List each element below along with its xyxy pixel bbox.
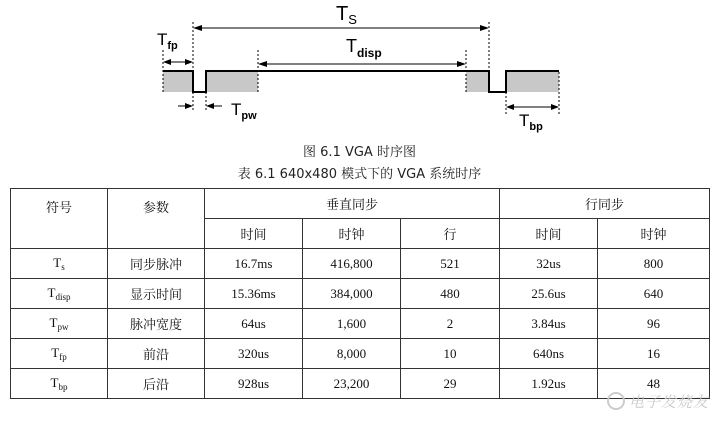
table-row bbox=[11, 249, 710, 279]
header-horizontal-sync: 行同步 bbox=[500, 189, 710, 219]
v-time-cell: 320us bbox=[205, 339, 303, 369]
symbol-cell: $T_{disp}$ bbox=[11, 279, 108, 309]
table-row bbox=[11, 279, 710, 309]
symbol-cell: $T_{bp}$ bbox=[11, 369, 108, 399]
tpw-label: $T_{pw}$ bbox=[231, 100, 257, 122]
tbp-label: $T_{bp}$ bbox=[519, 111, 543, 133]
v-time-cell: 64us bbox=[205, 309, 303, 339]
tbp-arrowhead-right bbox=[551, 104, 559, 110]
ts-arrowhead-right bbox=[480, 25, 489, 31]
figure-caption: 图 6.1 VGA 时序图 bbox=[303, 145, 416, 160]
tpw-arrowhead-left bbox=[185, 103, 193, 109]
v-lines-cell: 29 bbox=[401, 369, 500, 399]
h-time-cell: 25.6us bbox=[500, 279, 598, 309]
tfp-arrowhead-right bbox=[185, 59, 193, 65]
tdisp-arrowhead-right bbox=[457, 61, 466, 67]
front-porch-left-shade bbox=[163, 72, 193, 92]
h-time-cell: 1.92us bbox=[500, 369, 598, 399]
tbp-arrowhead-left bbox=[506, 104, 514, 110]
table-header-row bbox=[11, 189, 710, 219]
v-lines-cell: 10 bbox=[401, 339, 500, 369]
v-time-cell: 15.36ms bbox=[205, 279, 303, 309]
table-row bbox=[11, 369, 710, 399]
table-row bbox=[11, 309, 710, 339]
h-time-cell: 640ns bbox=[500, 339, 598, 369]
h-clock-cell: 16 bbox=[598, 339, 710, 369]
tdisp-label: $T_{disp}$ bbox=[346, 36, 382, 60]
symbol-cell: $T_s$ bbox=[11, 249, 108, 279]
header-vertical-sync: 垂直同步 bbox=[205, 189, 500, 219]
header-symbol: 符号 bbox=[11, 189, 108, 249]
tdisp-arrowhead-left bbox=[258, 61, 267, 67]
v-time-cell: 16.7ms bbox=[205, 249, 303, 279]
header-param: 参数 bbox=[108, 189, 205, 249]
v-clock-cell: 1,600 bbox=[303, 309, 401, 339]
param-cell: 同步脉冲 bbox=[108, 249, 205, 279]
v-clock-cell: 8,000 bbox=[303, 339, 401, 369]
param-cell: 前沿 bbox=[108, 339, 205, 369]
v-lines-cell: 480 bbox=[401, 279, 500, 309]
watermark-text: 电子发烧友 bbox=[628, 393, 709, 411]
vga-timing-table bbox=[10, 188, 710, 399]
ts-arrowhead-left bbox=[193, 25, 202, 31]
tpw-arrowhead-right bbox=[206, 103, 214, 109]
subheader-h-time: 时间 bbox=[500, 219, 598, 249]
subheader-h-clock: 时钟 bbox=[598, 219, 710, 249]
v-clock-cell: 23,200 bbox=[303, 369, 401, 399]
table-row bbox=[11, 339, 710, 369]
param-cell: 脉冲宽度 bbox=[108, 309, 205, 339]
symbol-cell: $T_{pw}$ bbox=[11, 309, 108, 339]
ts-label: $T_S$ bbox=[336, 3, 357, 27]
h-clock-cell: 800 bbox=[598, 249, 710, 279]
watermark-logo bbox=[607, 391, 709, 412]
subheader-v-lines: 行 bbox=[401, 219, 500, 249]
param-cell: 后沿 bbox=[108, 369, 205, 399]
h-time-cell: 3.84us bbox=[500, 309, 598, 339]
v-lines-cell: 2 bbox=[401, 309, 500, 339]
param-cell: 显示时间 bbox=[108, 279, 205, 309]
h-clock-cell: 640 bbox=[598, 279, 710, 309]
symbol-cell: $T_{fp}$ bbox=[11, 339, 108, 369]
h-clock-cell: 96 bbox=[598, 309, 710, 339]
watermark-icon bbox=[607, 392, 625, 410]
v-time-cell: 928us bbox=[205, 369, 303, 399]
tfp-arrowhead-left bbox=[163, 59, 171, 65]
v-clock-cell: 384,000 bbox=[303, 279, 401, 309]
subheader-v-clock: 时钟 bbox=[303, 219, 401, 249]
front-porch-right-shade bbox=[466, 72, 489, 92]
h-clock-cell: 48 bbox=[598, 369, 710, 399]
v-clock-cell: 416,800 bbox=[303, 249, 401, 279]
back-porch-right-shade bbox=[506, 72, 559, 92]
vga-timing-diagram bbox=[0, 0, 719, 140]
tfp-label: $T_{fp}$ bbox=[157, 30, 178, 52]
table-caption: 表 6.1 640x480 模式下的 VGA 系统时序 bbox=[237, 167, 482, 182]
subheader-v-time: 时间 bbox=[205, 219, 303, 249]
v-lines-cell: 521 bbox=[401, 249, 500, 279]
h-time-cell: 32us bbox=[500, 249, 598, 279]
back-porch-left-shade bbox=[206, 72, 258, 92]
